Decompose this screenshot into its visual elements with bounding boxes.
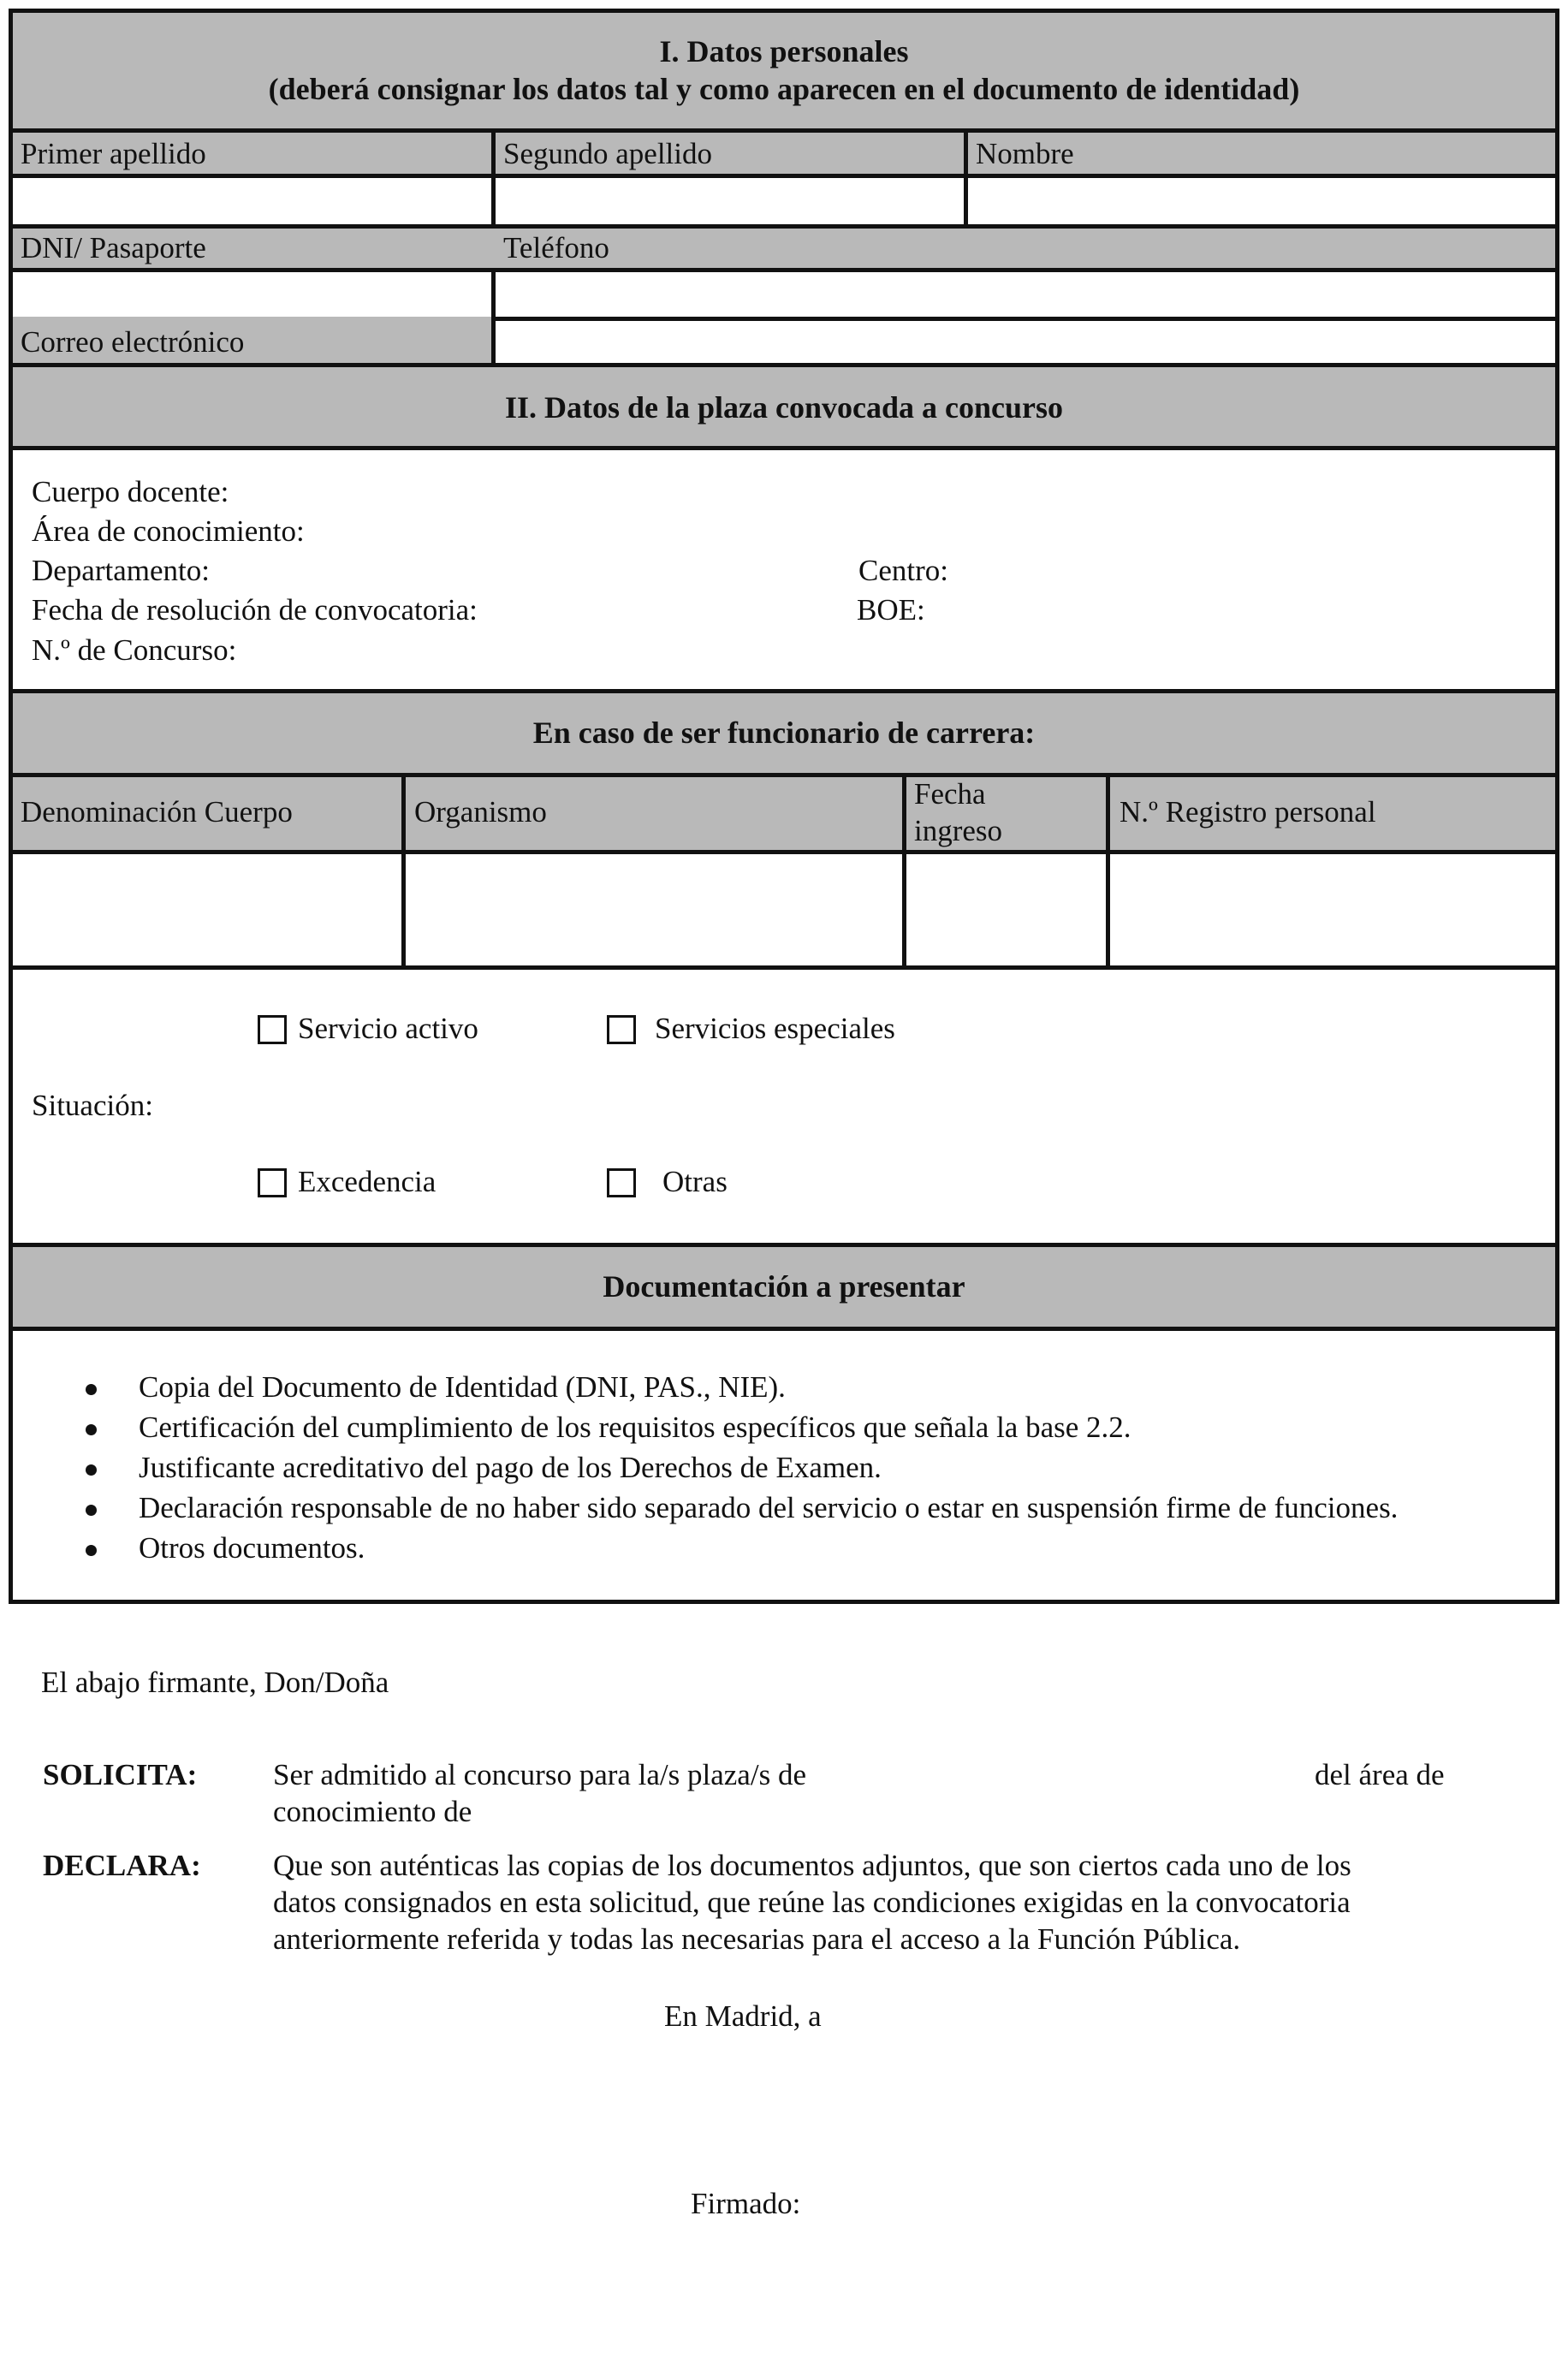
- label-segundo-apellido: Segundo apellido: [503, 137, 712, 170]
- dni-field[interactable]: [13, 272, 491, 317]
- primer-apellido-field[interactable]: [13, 178, 491, 225]
- servicios-especiales-label: Servicios especiales: [655, 1012, 895, 1045]
- boe-label: BOE:: [857, 593, 925, 627]
- col-denominacion-cuerpo: Denominación Cuerpo: [21, 795, 293, 829]
- solicita-label: SOLICITA:: [43, 1758, 198, 1791]
- cuerpo-docente-label: Cuerpo docente:: [32, 475, 229, 508]
- section1-subtitle: (deberá consignar los datos tal y como aparecen en el documento de identidad): [268, 72, 1300, 106]
- divider: [401, 773, 406, 969]
- solicita-text-line1: Ser admitido al concurso para la/s plaza/s de: [273, 1758, 806, 1791]
- centro-label: Centro:: [858, 554, 948, 587]
- bullet-icon: [86, 1545, 97, 1556]
- servicio-activo-checkbox[interactable]: [258, 1015, 287, 1044]
- dni-labels-row: [13, 229, 1555, 270]
- nombre-field[interactable]: [968, 178, 1555, 225]
- servicios-especiales-checkbox[interactable]: [607, 1015, 636, 1044]
- denominacion-cuerpo-field[interactable]: [13, 854, 401, 965]
- bullet-icon: [86, 1505, 97, 1516]
- documento-item: Otros documentos.: [139, 1531, 365, 1565]
- section2-title: II. Datos de la plaza convocada a concurso: [504, 390, 1063, 425]
- col-fecha-ingreso-line1: Fecha: [914, 777, 986, 811]
- solicita-area-text: del área de: [1315, 1758, 1445, 1791]
- divider: [491, 268, 496, 367]
- divider: [902, 773, 906, 969]
- departamento-label: Departamento:: [32, 554, 210, 587]
- documento-item: Declaración responsable de no haber sido separado del servicio o estar en suspensión firme de funciones.: [139, 1491, 1399, 1524]
- fecha-resolucion-label: Fecha de resolución de convocatoria:: [32, 593, 478, 627]
- registro-personal-field[interactable]: [1110, 854, 1555, 965]
- otras-checkbox[interactable]: [607, 1168, 636, 1197]
- label-primer-apellido: Primer apellido: [21, 137, 206, 170]
- col-registro-personal: N.º Registro personal: [1120, 795, 1376, 829]
- divider: [13, 446, 1555, 450]
- excedencia-checkbox[interactable]: [258, 1168, 287, 1197]
- declara-text-line: datos consignados en esta solicitud, que reúne las condiciones exigidas en la convocatoria: [273, 1886, 1351, 1919]
- telefono-field[interactable]: [496, 272, 1555, 317]
- correo-field[interactable]: [496, 321, 1555, 364]
- divider: [13, 965, 1555, 970]
- numero-concurso-label: N.º de Concurso:: [32, 633, 237, 667]
- col-fecha-ingreso-line2: ingreso: [914, 814, 1003, 847]
- otras-label: Otras: [662, 1165, 728, 1198]
- bullet-icon: [86, 1464, 97, 1476]
- declara-text-line: anteriormente referida y todas las necesarias para el acceso a la Función Pública.: [273, 1922, 1241, 1956]
- col-organismo: Organismo: [414, 795, 547, 829]
- lugar-fecha-text: En Madrid, a: [664, 1999, 822, 2033]
- solicita-text-line2: conocimiento de: [273, 1795, 472, 1828]
- section1-header: [13, 13, 1555, 129]
- bullet-icon: [86, 1384, 97, 1395]
- servicio-activo-label: Servicio activo: [298, 1012, 478, 1045]
- label-correo: Correo electrónico: [21, 325, 245, 359]
- label-dni: DNI/ Pasaporte: [21, 231, 206, 264]
- declara-text-line: Que son auténticas las copias de los documentos adjuntos, que son ciertos cada uno de los: [273, 1849, 1351, 1882]
- firmado-text: Firmado:: [691, 2187, 801, 2220]
- firmante-text: El abajo firmante, Don/Doña: [41, 1666, 389, 1699]
- documento-item: Justificante acreditativo del pago de los Derechos de Examen.: [139, 1451, 882, 1484]
- label-nombre: Nombre: [976, 137, 1074, 170]
- segundo-apellido-field[interactable]: [496, 178, 964, 225]
- name-labels-row: [13, 133, 1555, 175]
- bullet-icon: [86, 1424, 97, 1435]
- documentacion-title: Documentación a presentar: [603, 1269, 965, 1304]
- excedencia-label: Excedencia: [298, 1165, 437, 1198]
- divider: [1106, 773, 1110, 969]
- funcionario-title: En caso de ser funcionario de carrera:: [532, 716, 1036, 750]
- situacion-label: Situación:: [32, 1089, 153, 1122]
- fecha-ingreso-field[interactable]: [906, 854, 1106, 965]
- declara-label: DECLARA:: [43, 1849, 201, 1882]
- label-telefono: Teléfono: [503, 231, 609, 264]
- documento-item: Certificación del cumplimiento de los requisitos específicos que señala la base 2.2.: [139, 1411, 1131, 1444]
- documento-item: Copia del Documento de Identidad (DNI, PAS., NIE).: [139, 1370, 786, 1404]
- section1-title: I. Datos personales: [659, 34, 909, 68]
- divider: [13, 1327, 1555, 1331]
- area-conocimiento-label: Área de conocimiento:: [32, 514, 305, 548]
- organismo-field[interactable]: [406, 854, 902, 965]
